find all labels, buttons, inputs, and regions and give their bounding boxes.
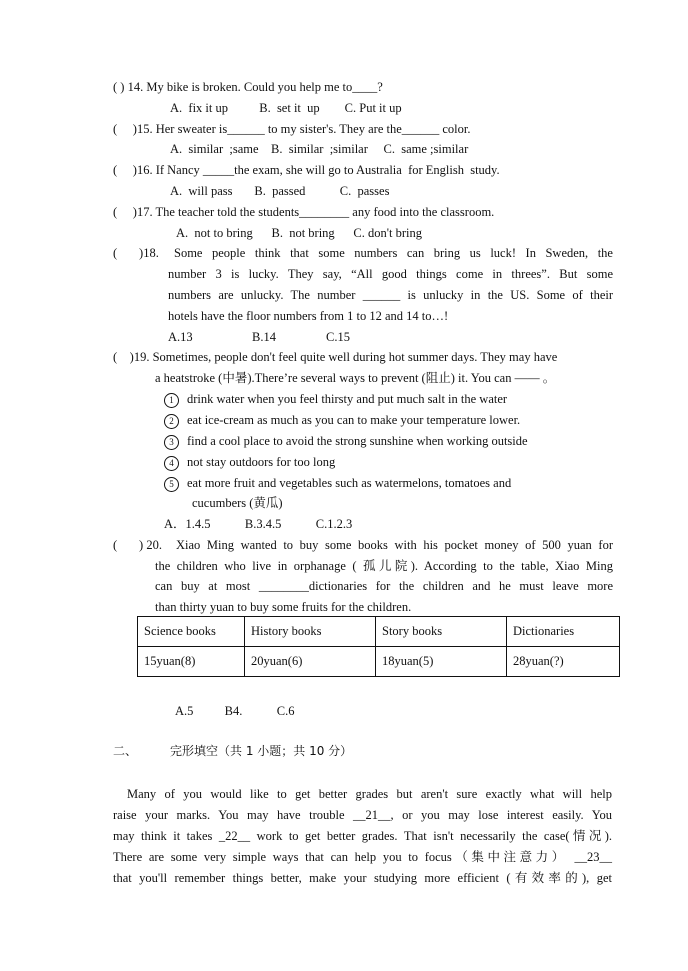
question-17-options: A. not to bring B. not bring C. don't bring [176,226,423,240]
question-18-line-4: hotels have the floor numbers from 1 to 12 and 14 to…! [168,309,449,323]
section-title: 完形填空（共 1 小题；共 10 分） [170,744,353,758]
question-19-item-5-text: eat more fruit and vegetables such as watermelons, tomatoes and [187,476,512,490]
circled-number-1: 1 [164,393,179,408]
question-19-stem-line-1: ( )19. Sometimes, people don't feel quite well during hot summer days. They may have [113,350,558,364]
question-19-stem-line-2: a heatstroke (中暑).There’re several ways to prevent (阻止) it. You can —— 。 [155,371,556,385]
question-17-stem: ( )17. The teacher told the students________ any food into the classroom. [113,205,495,219]
question-20-options: A.5 B4. C.6 [175,704,295,718]
question-18-prefix: ( )18. [113,246,159,260]
question-19-item-2 [164,412,520,429]
table-header-row [138,617,620,647]
passage-line-5: that you'll remember things better, make your studying more efficient (有效率的), get [113,871,612,885]
section-number: 二、 [113,744,138,758]
question-19-item-4 [164,454,335,471]
question-19-item-1 [164,391,507,408]
table-header-cell: History books [245,617,376,647]
circled-number-3: 3 [164,435,179,450]
circled-number-2: 2 [164,414,179,429]
table-cell: 28yuan(?) [507,647,620,677]
question-19-item-2-text: eat ice-cream as much as you can to make your temperature lower. [187,413,521,427]
circled-number-4: 4 [164,456,179,471]
question-19-item-3-text: find a cool place to avoid the strong sunshine when working outside [187,434,528,448]
table-row [138,647,620,677]
passage-line-2: raise your marks. You may have trouble __21__, or you may lose interest easily. You [113,808,612,822]
question-19-options: A．1.4.5 B.3.4.5 C.1.2.3 [164,517,353,531]
question-16-stem: ( )16. If Nancy _____the exam, she will go to Australia for English study. [113,163,500,177]
question-15-options: A. similar ;same B. similar ;similar C. same ;similar [170,142,469,156]
question-20-line-1: Xiao Ming wanted to buy some books with his pocket money of 500 yuan for [176,538,613,552]
table-header-cell: Science books [138,617,245,647]
question-15-stem: ( )15. Her sweater is______ to my sister's. They are the______ color. [113,122,471,136]
question-18-options: A.13 B.14 C.15 [168,330,350,344]
question-18-line-3: numbers are unlucky. The number ______ is unlucky in the US. Some of their [168,288,613,302]
table-cell: 15yuan(8) [138,647,245,677]
question-14-options: A. fix it up B. set it up C. Put it up [170,101,402,115]
question-19-item-5-continued: cucumbers (黄瓜) [192,496,283,510]
passage-line-1: Many of you would like to get better grades but aren't sure exactly what will help [127,787,612,801]
question-19-item-3 [164,433,528,450]
question-18-line-1: Some people think that some numbers can bring us luck! In Sweden, the [174,246,613,260]
book-price-table [137,616,620,677]
passage-line-3: may think it takes _22__ work to get better grades. That isn't necessarily the case(情况). [113,829,612,843]
table-header-cell: Story books [376,617,507,647]
question-19-item-4-text: not stay outdoors for too long [187,455,336,469]
question-20-prefix: ( ) 20. [113,538,162,552]
question-20-line-4: than thirty yuan to buy some fruits for the children. [155,600,412,614]
question-16-options: A. will pass B. passed C. passes [170,184,390,198]
passage-line-4: There are some very simple ways that can help you to focus（集中注意力） __23__ [113,850,612,864]
table-header-cell: Dictionaries [507,617,620,647]
question-19-item-5 [164,475,511,492]
question-20-line-2: the children who live in orphanage ( 孤儿院). According to the table, Xiao Ming [155,559,613,573]
circled-number-5: 5 [164,477,179,492]
question-18-line-2: number 3 is lucky. They say, “All good things come in threes”. But some [168,267,613,281]
question-20-line-3: can buy at most ________dictionaries for the children and he must leave more [155,579,613,593]
question-14-stem: ( ) 14. My bike is broken. Could you help me to____? [113,80,383,94]
question-19-item-1-text: drink water when you feel thirsty and put much salt in the water [187,392,508,406]
table-cell: 18yuan(5) [376,647,507,677]
table-cell: 20yuan(6) [245,647,376,677]
